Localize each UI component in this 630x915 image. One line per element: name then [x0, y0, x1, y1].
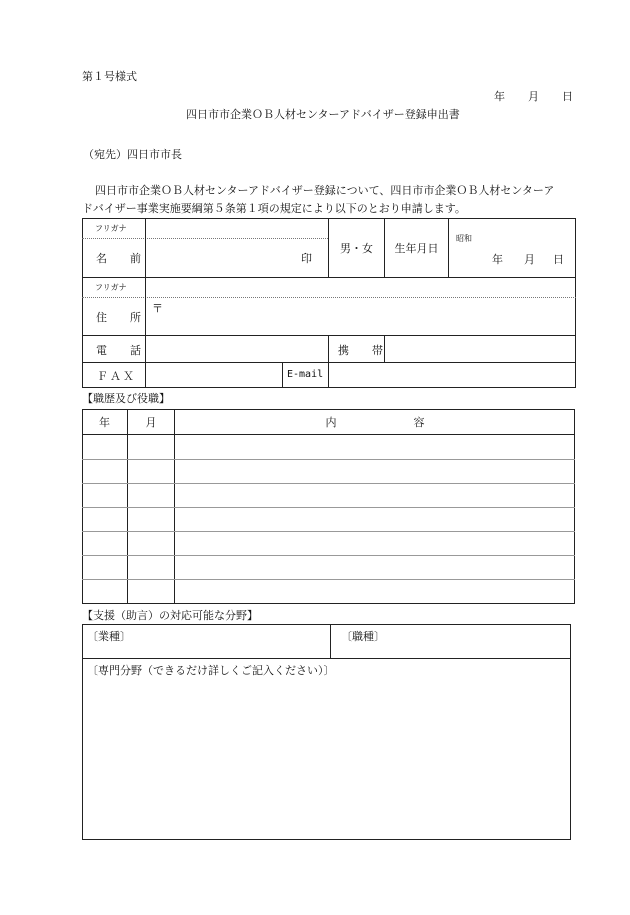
address-furigana-field[interactable]: [150, 280, 570, 295]
addressee: （宛先）四日市市長: [83, 148, 182, 161]
date-year-label: 年: [494, 90, 505, 103]
page-title: 四日市市企業ＯＢ人材センターアドバイザー登録申出書: [186, 108, 460, 121]
furigana-label: フリガナ: [95, 224, 127, 233]
intro-line-1: 四日市市企業ＯＢ人材センターアドバイザー登録について、四日市市企業ＯＢ人材センターア: [95, 184, 555, 197]
name-label: 名 前: [96, 252, 147, 265]
fax-label: ＦＡＸ: [97, 370, 136, 383]
occupation-label: 〔職種〕: [341, 630, 385, 643]
fax-field[interactable]: [150, 365, 278, 385]
industry-label: 〔業種〕: [87, 630, 131, 643]
furigana-label-2: フリガナ: [95, 283, 127, 292]
address-field[interactable]: [166, 300, 570, 332]
era-label: 昭和: [456, 234, 472, 243]
email-field[interactable]: [334, 365, 570, 385]
mobile-label: 携 帯: [338, 344, 389, 357]
career-col-month: 月: [145, 415, 157, 429]
form-number: 第１号様式: [82, 70, 137, 83]
phone-field[interactable]: [150, 338, 324, 359]
birth-year-label: 年: [492, 253, 503, 266]
industry-field[interactable]: [86, 642, 326, 656]
specialty-field[interactable]: [86, 680, 567, 836]
career-heading: 【職歴及び役職】: [82, 392, 170, 405]
occupation-field[interactable]: [334, 642, 567, 656]
career-entry-area[interactable]: [84, 437, 573, 602]
address-label: 住 所: [96, 311, 147, 324]
email-label: E-mail: [287, 369, 324, 380]
support-heading: 【支援（助言）の対応可能な分野】: [82, 609, 258, 622]
intro-line-2: ドバイザー事業実施要綱第５条第１項の規定により以下のとおり申請します。: [82, 202, 466, 215]
date-month-label: 月: [528, 90, 539, 103]
name-field[interactable]: [150, 242, 290, 274]
seal-mark: 印: [301, 252, 312, 265]
gender-selector[interactable]: 男・女: [340, 241, 373, 255]
name-furigana-field[interactable]: [150, 221, 324, 236]
postal-mark: 〒: [152, 302, 163, 315]
birth-day-label: 日: [553, 253, 564, 266]
specialty-label: 〔専門分野（できるだけ詳しくご記入ください）〕: [87, 664, 335, 677]
mobile-field[interactable]: [390, 338, 570, 359]
career-col-year: 年: [99, 415, 110, 429]
birth-month-label: 月: [524, 253, 535, 266]
phone-label: 電 話: [96, 344, 147, 357]
date-day-label: 日: [562, 90, 573, 103]
career-col-content: 内 容: [325, 415, 425, 429]
birthdate-label: 生年月日: [394, 241, 439, 255]
